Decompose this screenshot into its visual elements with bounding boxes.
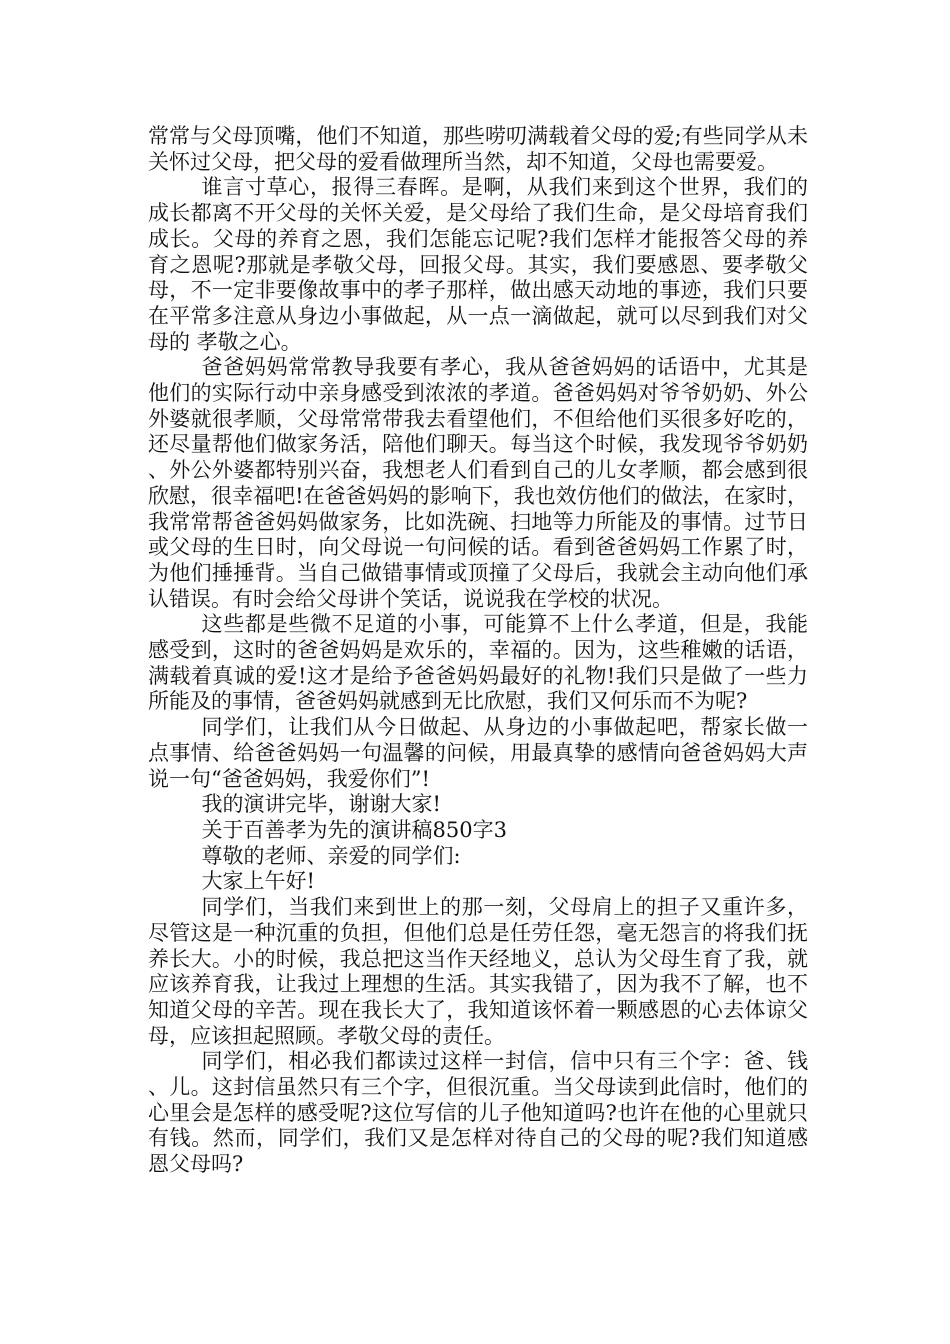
document-body [148,124,808,1178]
paragraph-parents-burden: 同学们，当我们来到世上的那一刻，父母肩上的担子又重许多，尽管这是一种沉重的负担，但他们总是任劳任怨，毫无怨言的将我们抚养长大。小的时候，我总把这当作天经地义，总认为父母生育了我，就应该养育我，让我过上理想的生活。其实我错了，因为我不了解，也不知道父母的辛苦。现在我长大了，我知道该怀着一颗感恩的心去体谅父母，应该担起照顾。孝敬父母的责任。 [148,895,808,1048]
paragraph-closing: 我的演讲完毕，谢谢大家! [201,792,441,817]
paragraph-continuation: 常常与父母顶嘴，他们不知道，那些唠叨满载着父母的爱;有些同学从未关怀过父母，把父母的爱看做理所当然，却不知道，父母也需要爱。 [148,124,808,174]
speech-title: 关于百善孝为先的演讲稿850字3 [201,817,507,842]
paragraph-gratitude: 谁言寸草心，报得三春晖。是啊，从我们来到这个世界，我们的成长都离不开父母的关怀关爱，是父母给了我们生命，是父母培育我们成长。父母的养育之恩，我们怎能忘记呢?我们怎样才能报答父母的养育之恩呢?那就是孝敬父母，回报父母。其实，我们要感恩、要孝敬父母，不一定非要像故事中的孝子那样，做出感天动地的事迹，我们只要在平常多注意从身边小事做起，从一点一滴做起，就可以尽到我们对父母的 孝敬之心。 [148,175,808,354]
paragraph-parents-example: 爸爸妈妈常常教导我要有孝心，我从爸爸妈妈的话语中，尤其是他们的实际行动中亲身感受到浓浓的孝道。爸爸妈妈对爷爷奶奶、外公外婆就很孝顺，父母常常带我去看望他们，不但给他们买很多好吃的，还尽量帮他们做家务活，陪他们聊天。每当这个时候，我发现爷爷奶奶、外公外婆都特别兴奋，我想老人们看到自己的儿女孝顺，都会感到很欣慰，很幸福吧!在爸爸妈妈的影响下，我也效仿他们的做法，在家时，我常常帮爸爸妈妈做家务，比如洗碗、扫地等力所能及的事情。过节日或父母的生日时，向父母说一句问候的话。看到爸爸妈妈工作累了时，为他们捶捶背。当自己做错事情或顶撞了父母后，我就会主动向他们承认错误。有时会给父母讲个笑话，说说我在学校的状况。 [148,355,808,611]
paragraph-letter: 同学们，相必我们都读过这样一封信，信中只有三个字：爸、钱、儿。这封信虽然只有三个字，但很沉重。当父母读到此信时，他们的心里会是怎样的感受呢?这位写信的儿子他知道吗?也许在他的心里就只有钱。然而，同学们，我们又是怎样对待自己的父母的呢?我们知道感恩父母吗? [148,1049,808,1177]
salutation: 尊敬的老师、亲爱的同学们: [201,843,461,868]
paragraph-call-to-action: 同学们，让我们从今日做起、从身边的小事做起吧，帮家长做一点事情、给爸爸妈妈一句温馨的问候，用最真挚的感情向爸爸妈妈大声说一句“爸爸妈妈，我爱你们”! [148,715,808,791]
greeting: 大家上午好! [201,869,315,894]
paragraph-small-things: 这些都是些微不足道的小事，可能算不上什么孝道，但是，我能感受到，这时的爸爸妈妈是欢乐的，幸福的。因为，这些稚嫩的话语，满载着真诚的爱!这才是给予爸爸妈妈最好的礼物!我们只是做了一些力所能及的事情，爸爸妈妈就感到无比欣慰，我们又何乐而不为呢? [148,612,808,714]
